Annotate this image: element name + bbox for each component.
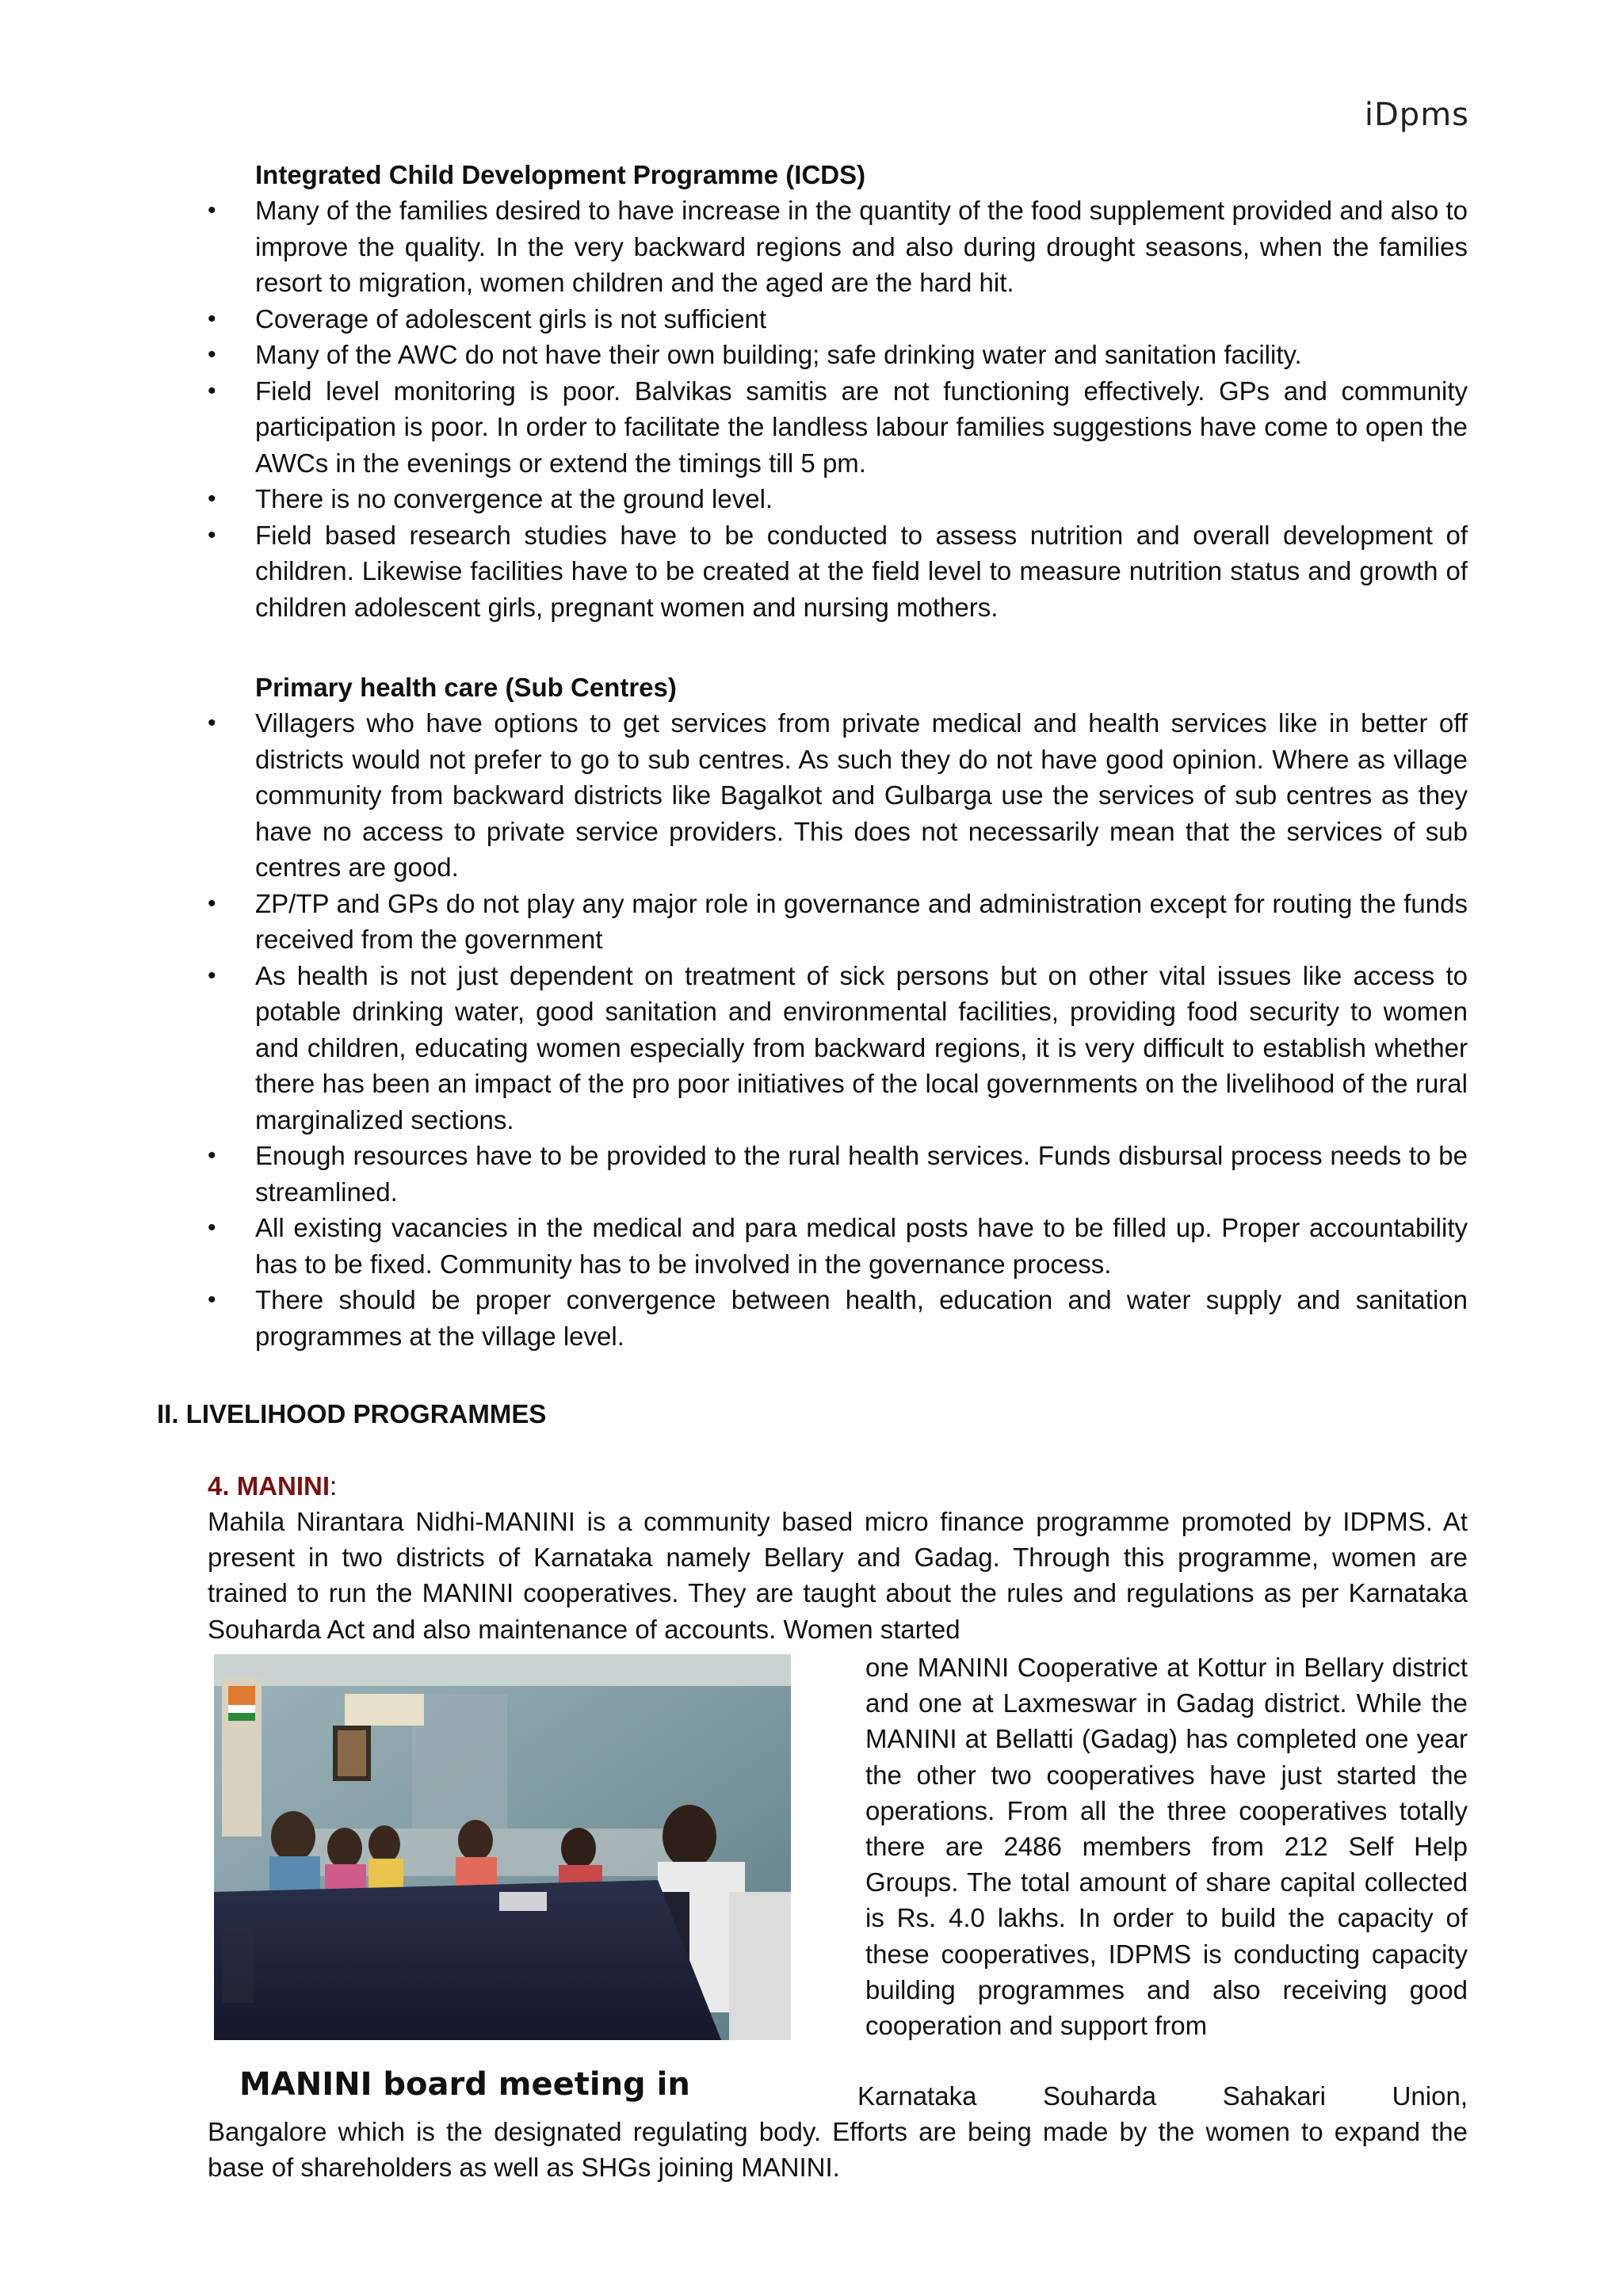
brand-header: iDpms	[1364, 97, 1469, 133]
list-item: • As health is not just dependent on treatment of sick persons but on other vital issues like access to potable drinking water, good sanitation and environmental facilities, providing food security to women and children, educating women especially from backward regions, it is very difficult to establish whether there has been an impact of the pro poor initiatives of the local governments on the livelihood of the rural marginalized sections.	[208, 958, 1468, 1138]
list-item: • Many of the AWC do not have their own building; safe drinking water and sanitation facility.	[208, 337, 1468, 373]
phc-bullet-list	[208, 705, 1468, 1354]
phc-heading: Primary health care (Sub Centres)	[255, 673, 677, 702]
manini-paragraph-top: Mahila Nirantara Nidhi-MANINI is a community based micro finance programme promoted by IDPMS. At present in two districts of Karnataka namely Bellary and Gadag. Through this programme, women are trained to run the MANINI cooperatives. They are taught about the rules and regulations as per Karnataka Souharda Act and also maintenance of accounts. Women started	[208, 1507, 1468, 1644]
manini-paragraph-right: one MANINI Cooperative at Kottur in Bellary district and one at Laxmeswar in Gadag district. While the MANINI at Bellatti (Gadag) has completed one year the other two cooperatives have just started the operations. From all the three cooperatives totally there are 2486 members from 212 Self Help Groups. The total amount of share capital collected is Rs. 4.0 lakhs. In order to build the capacity of these cooperatives, IDPMS is conducting capacity building programmes and also receiving good cooperation and support from	[865, 1653, 1468, 2041]
photo-caption: MANINI board meeting in	[239, 2066, 690, 2103]
livelihood-heading: II. LIVELIHOOD PROGRAMMES	[157, 1399, 547, 1428]
list-item: • Field level monitoring is poor. Balvikas samitis are not functioning effectively. GPs and community participation is poor. In order to facilitate the landless labour families suggestions have come to open the AWCs in the evenings or extend the timings till 5 pm.	[208, 373, 1468, 482]
phc-section	[208, 669, 1468, 1354]
list-item: • Enough resources have to be provided to the rural health services. Funds disbursal process needs to be streamlined.	[208, 1138, 1468, 1210]
list-item: • Field based research studies have to be conducted to assess nutrition and overall development of children. Likewise facilities have to be created at the field level to measure nutrition status and growth of children adolescent girls, pregnant women and nursing mothers.	[208, 517, 1468, 626]
list-item: • All existing vacancies in the medical and para medical posts have to be filled up. Proper accountability has to be fixed. Community has to be involved in the governance process.	[208, 1210, 1468, 1282]
list-item: • Villagers who have options to get services from private medical and health services like in better off districts would not prefer to go to sub centres. As such they do not have good opinion. Where as village community from backward districts like Bagalkot and Gulbarga use the services of sub centres as they have no access to private service providers. This does not necessarily mean that the services of sub centres are good.	[208, 705, 1468, 886]
icds-bullet-list	[208, 193, 1468, 625]
icds-section	[208, 157, 1468, 625]
manini-meeting-photo	[214, 1654, 791, 2040]
list-item: • There is no convergence at the ground level.	[208, 481, 1468, 517]
manini-heading-colon: :	[330, 1471, 338, 1501]
list-item: • Coverage of adolescent girls is not sufficient	[208, 301, 1468, 338]
list-item: • There should be proper convergence between health, education and water supply and sanitation programmes at the village level.	[208, 1282, 1468, 1354]
manini-heading	[208, 1468, 337, 1504]
icds-heading: Integrated Child Development Programme (ICDS)	[255, 160, 866, 189]
manini-paragraph-line: Karnataka Souharda Sahakari Union,	[857, 2081, 1468, 2111]
list-item: • ZP/TP and GPs do not play any major role in governance and administration except for routing the funds received from the government	[208, 886, 1468, 958]
manini-heading-text: 4. MANINI	[208, 1471, 330, 1501]
list-item: • Many of the families desired to have increase in the quantity of the food supplement provided and also to improve the quality. In the very backward regions and also during drought seasons, when the families resort to migration, women children and the aged are the hard hit.	[208, 193, 1468, 301]
manini-paragraph-bottom: Bangalore which is the designated regulating body. Efforts are being made by the women to expand the base of shareholders as well as SHGs joining MANINI.	[208, 2117, 1468, 2183]
